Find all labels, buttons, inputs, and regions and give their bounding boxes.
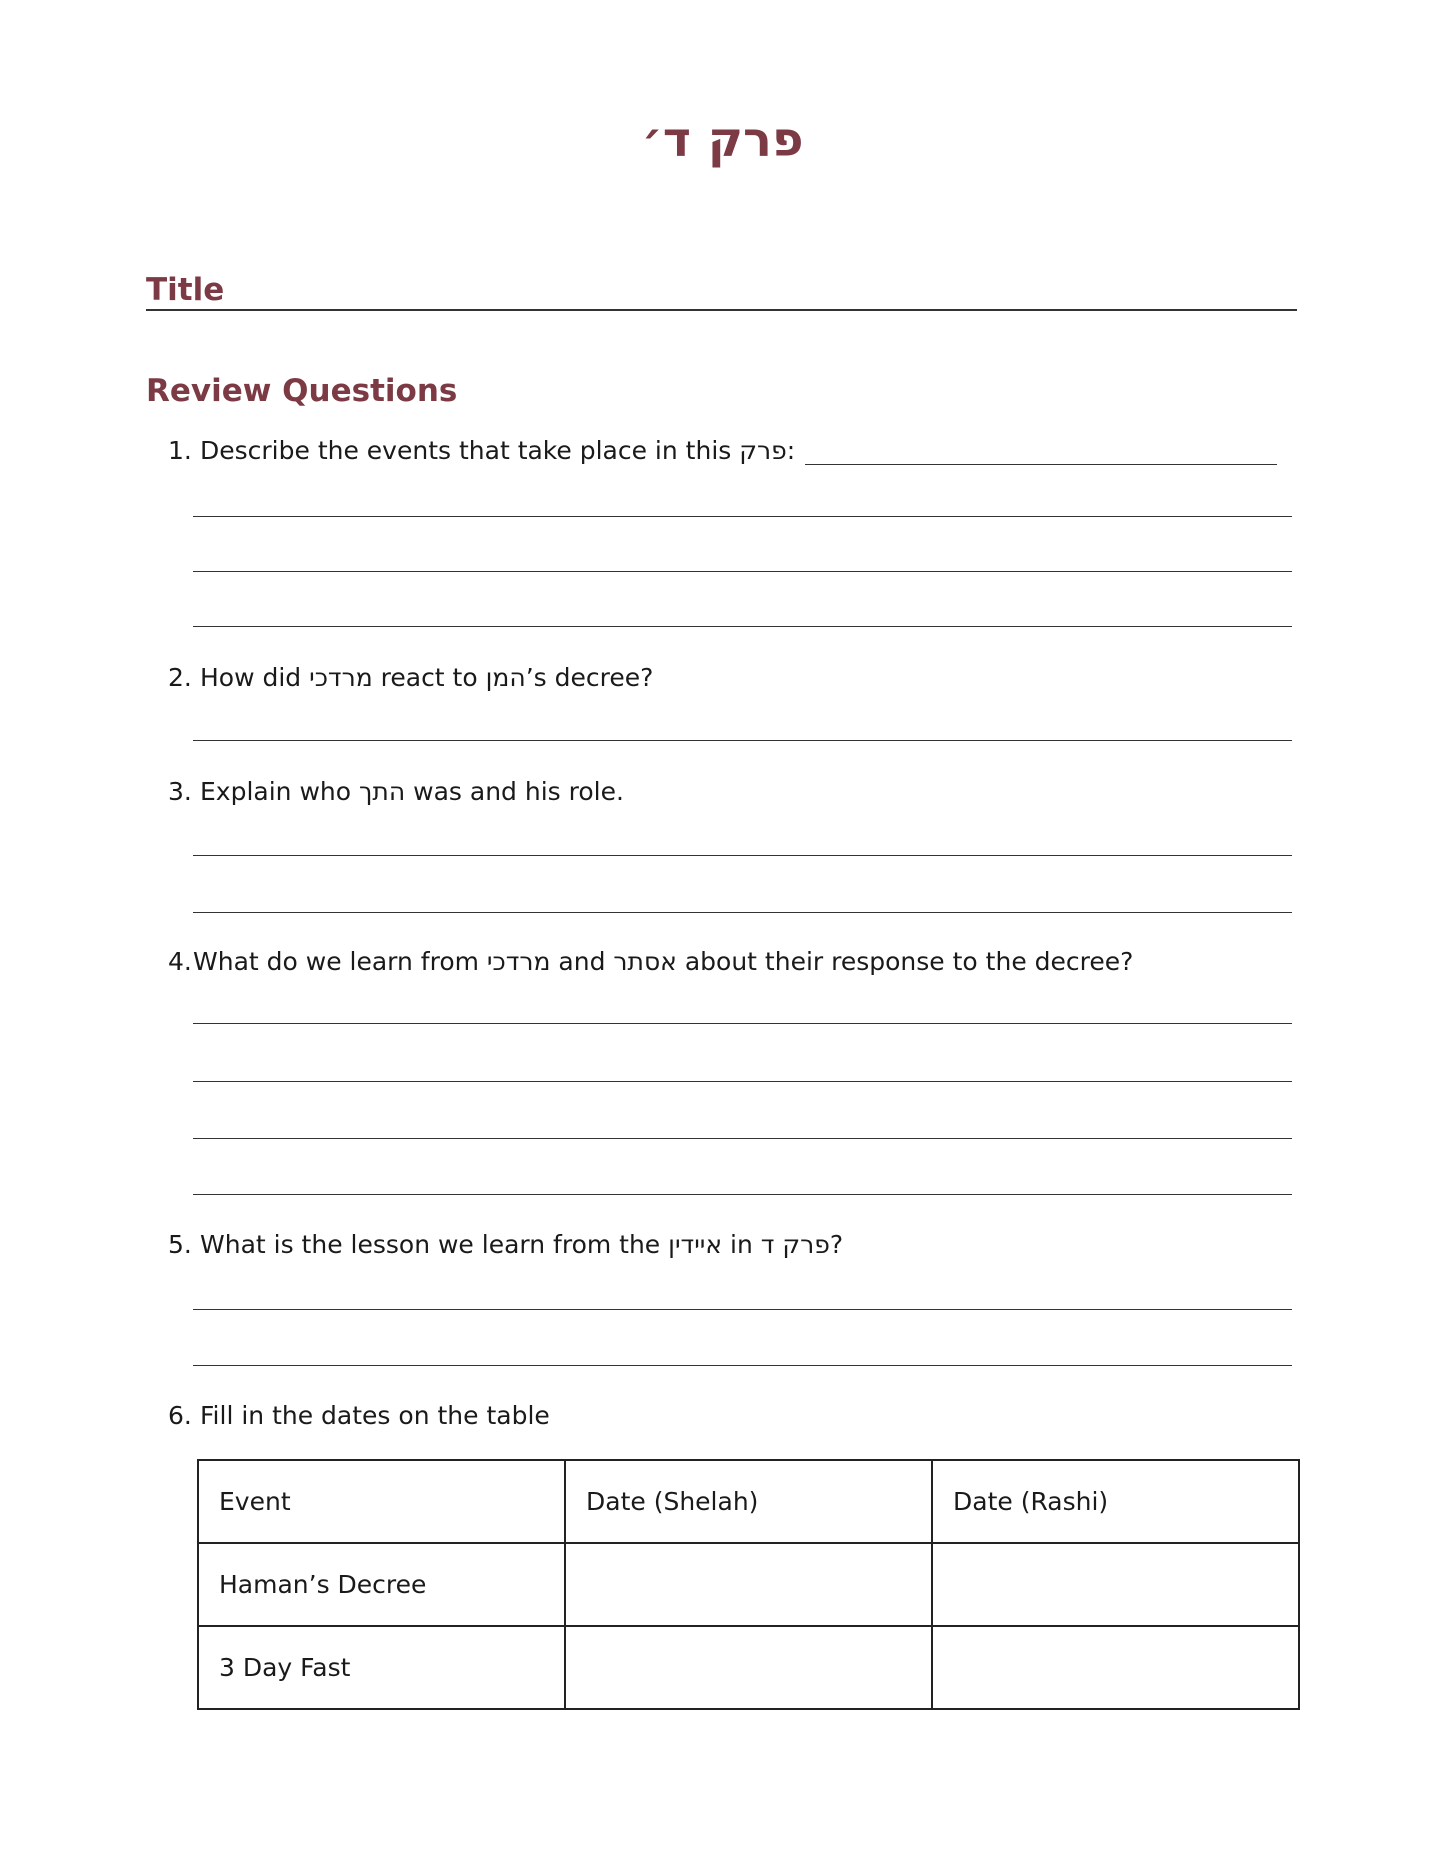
page-title: פרק ד׳ [641, 112, 804, 168]
table-header-row [198, 1460, 1299, 1543]
title-label: Title [146, 272, 225, 308]
header-cell: Date (Shelah) [565, 1460, 932, 1543]
answer-line[interactable] [193, 1138, 1292, 1139]
answer-line[interactable] [193, 912, 1292, 913]
answer-line[interactable] [193, 1194, 1292, 1195]
date-shelah-cell[interactable] [565, 1543, 932, 1626]
answer-line[interactable] [805, 464, 1277, 465]
event-cell: 3 Day Fast [198, 1626, 565, 1709]
answer-line[interactable] [193, 516, 1292, 517]
answer-line[interactable] [193, 626, 1292, 627]
section-heading: Review Questions [146, 373, 458, 409]
answer-line[interactable] [193, 1081, 1292, 1082]
answer-line[interactable] [193, 855, 1292, 856]
answer-line[interactable] [193, 740, 1292, 741]
table-row [198, 1626, 1299, 1709]
question-1: 1. Describe the events that take place in this פרק: [168, 436, 796, 465]
table-row [198, 1543, 1299, 1626]
date-rashi-cell[interactable] [932, 1543, 1299, 1626]
dates-table [197, 1459, 1300, 1710]
answer-line[interactable] [193, 571, 1292, 572]
answer-line[interactable] [193, 1023, 1292, 1024]
question-4: 4.What do we learn from מרדכי and אסתר about their response to the decree? [168, 947, 1134, 976]
date-rashi-cell[interactable] [932, 1626, 1299, 1709]
question-3: 3. Explain who התך was and his role. [168, 777, 624, 806]
date-shelah-cell[interactable] [565, 1626, 932, 1709]
title-answer-line[interactable] [146, 309, 1297, 311]
header-cell: Event [198, 1460, 565, 1543]
event-cell: Haman’s Decree [198, 1543, 565, 1626]
answer-line[interactable] [193, 1309, 1292, 1310]
header-cell: Date (Rashi) [932, 1460, 1299, 1543]
question-5: 5. What is the lesson we learn from the איידין in פרק ד? [168, 1230, 844, 1259]
question-2: 2. How did מרדכי react to המן’s decree? [168, 663, 654, 692]
question-6: 6. Fill in the dates on the table [168, 1401, 550, 1430]
answer-line[interactable] [193, 1365, 1292, 1366]
